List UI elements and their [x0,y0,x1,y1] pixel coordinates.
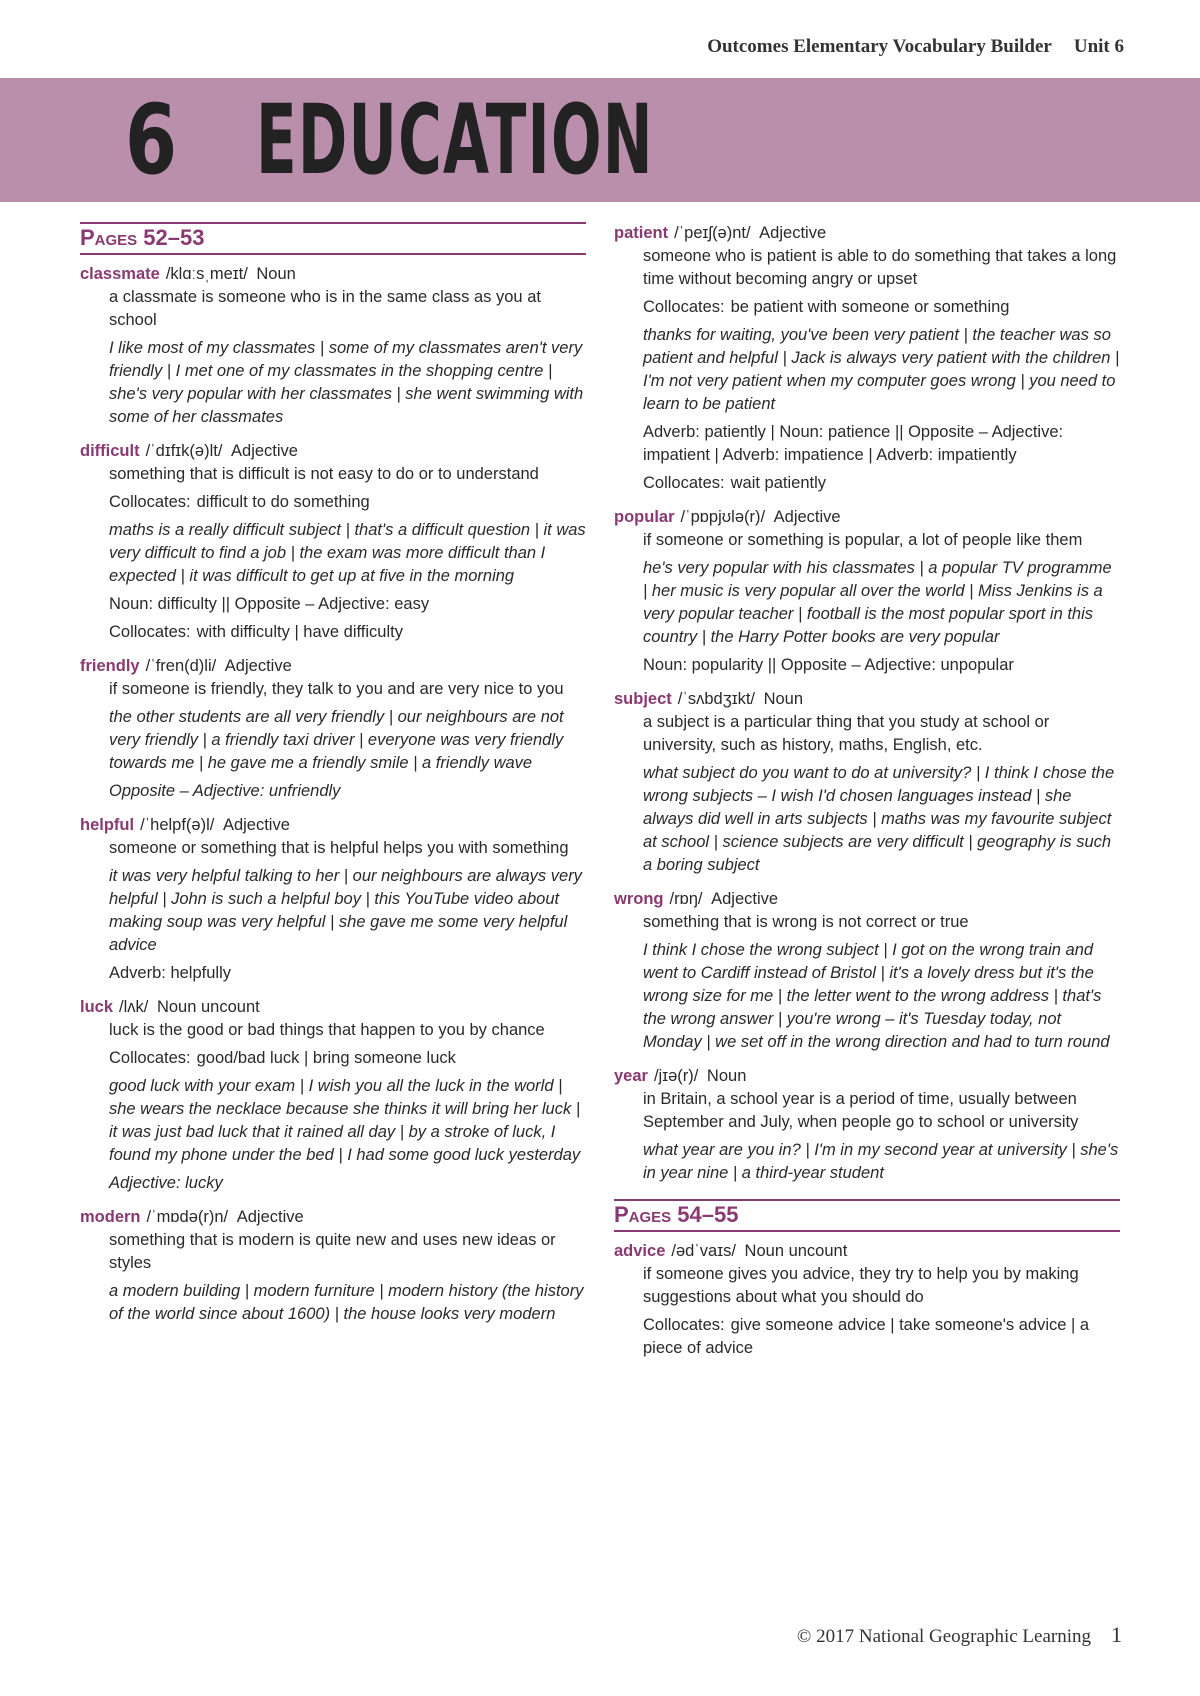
collocates-label: Collocates: [109,623,191,641]
definition: something that is difficult is not easy to do or to understand [109,465,539,483]
page-footer [797,1622,1122,1648]
pronunciation: /ˈpeɪʃ(ə)nt/ [674,224,751,242]
headword-line [614,888,1120,911]
definition: someone or something that is helpful helps you with something [109,839,569,857]
definition: someone who is patient is able to do something that takes a long time without becoming angry or upset [643,247,1117,288]
headword: classmate [80,265,160,283]
entry-patient [614,222,1120,495]
related-forms: Noun: popularity || Opposite – Adjective: unpopular [643,656,1014,674]
part-of-speech: Noun uncount [156,998,260,1016]
headword: wrong [614,890,664,908]
part-of-speech: Adjective [224,657,292,675]
pronunciation: /ˈsʌbdʒɪkt/ [677,690,755,708]
part-of-speech: Noun [256,265,296,283]
unit-number: 6 [125,84,178,196]
collocates-label: Collocates: [643,474,725,492]
pronunciation: /ˈpɒpjʊlə(r)/ [680,508,766,526]
headword-line [80,655,586,678]
headword-line [614,1240,1120,1263]
headword-line [80,1206,586,1229]
definition: a subject is a particular thing that you study at school or university, such as history, maths, English, etc. [643,713,1050,754]
headword-line [80,996,586,1019]
headword-line [614,506,1120,529]
book-title: Outcomes Elementary Vocabulary Builder [707,36,1052,57]
examples: the other students are all very friendly | our neighbours are not very friendly | a friendly taxi driver | everyone was very friendly towards me | he gave me a friendly smile | a friendly wave [109,708,564,772]
page-number: 1 [1111,1622,1122,1647]
definition: if someone is friendly, they talk to you and are very nice to you [109,680,564,698]
unit-banner [0,78,1200,202]
part-of-speech: Adjective [711,890,779,908]
collocates [109,491,586,514]
entry-subject [614,688,1120,877]
entry-advice [614,1240,1120,1360]
definition: something that is wrong is not correct or true [643,913,969,931]
examples: he's very popular with his classmates | a popular TV programme | her music is very popular all over the world | Miss Jenkins is a very popular teacher | football is the most popular sport in this country | the Harry Potter books are very popular [643,559,1112,646]
pronunciation: /ədˈvaɪs/ [671,1242,736,1260]
section-heading: Pages 54–55 [614,1199,1120,1232]
collocates-text: difficult to do something [196,493,370,511]
entry-luck [80,996,586,1195]
collocates [643,296,1120,319]
definition: something that is modern is quite new and uses new ideas or styles [109,1231,556,1272]
part-of-speech: Adjective [759,224,827,242]
entry-wrong [614,888,1120,1054]
part-of-speech: Noun uncount [744,1242,848,1260]
left-column [80,222,586,1337]
collocates-text: good/bad luck | bring someone luck [196,1049,456,1067]
collocates-label: Collocates: [109,493,191,511]
examples: what subject do you want to do at university? | I think I chose the wrong subjects – I wish I'd chosen languages instead | she always did well in arts subjects | maths was my favourite subject at school | science subjects are very difficult | geography is such a boring subject [643,764,1115,874]
collocates-text: wait patiently [730,474,827,492]
related-forms: Opposite – Adjective: unfriendly [109,782,341,800]
related-forms: Adjective: lucky [109,1174,223,1192]
unit-title: EDUCATION [256,84,654,196]
examples: I like most of my classmates | some of my classmates aren't very friendly | I met one of my classmates in the shopping centre | she's very popular with her classmates | she went swimming with some of her classmates [109,339,584,426]
collocates [109,1047,586,1070]
collocates-label: Collocates: [109,1049,191,1067]
pronunciation: /ˈmɒdə(r)n/ [146,1208,229,1226]
definition: a classmate is someone who is in the same class as you at school [109,288,541,329]
definition: if someone gives you advice, they try to help you by making suggestions about what you should do [643,1265,1079,1306]
entry-helpful [80,814,586,985]
collocates-text: give someone advice | take someone's advice | a piece of advice [643,1316,1090,1357]
pronunciation: /ˈfren(d)li/ [145,657,217,675]
part-of-speech: Noun [706,1067,747,1085]
headword: modern [80,1208,141,1226]
headword-line [614,222,1120,245]
headword-line [80,263,586,286]
headword: advice [614,1242,666,1260]
copyright: © 2017 National Geographic Learning [796,1626,1091,1647]
collocates-text: be patient with someone or something [730,298,1010,316]
entry-popular [614,506,1120,677]
headword: year [614,1067,648,1085]
examples: what year are you in? | I'm in my second year at university | she's in year nine | a third-year student [643,1141,1119,1182]
examples: maths is a really difficult subject | that's a difficult question | it was very difficult to find a job | the exam was more difficult than I expected | it was difficult to get up at five in the morning [109,521,586,585]
related-forms: Noun: difficulty || Opposite – Adjective: easy [109,595,430,613]
related-forms: Adverb: helpfully [109,964,231,982]
examples: good luck with your exam | I wish you all the luck in the world | she wears the necklace because she thinks it will bring her luck | it was just bad luck that it rained all day | by a stroke of luck, I found my phone under the bed | I had some good luck yesterday [109,1077,581,1164]
collocates [643,472,1120,495]
part-of-speech: Adjective [222,816,290,834]
pronunciation: /ˈdɪfɪk(ə)lt/ [145,442,223,460]
entry-classmate [80,263,586,429]
definition: if someone or something is popular, a lot of people like them [643,531,1083,549]
pronunciation: /jɪə(r)/ [653,1067,699,1085]
definition: in Britain, a school year is a period of time, usually between September and July, when people go to school or university [643,1090,1079,1131]
right-column [614,222,1120,1371]
pronunciation: /ˈhelpf(ə)l/ [140,816,215,834]
headword: subject [614,690,672,708]
headword: helpful [80,816,135,834]
headword: patient [614,224,669,242]
examples: it was very helpful talking to her | our neighbours are always very helpful | John is such a helpful boy | this YouTube video about making soup was very helpful | she gave me some very helpful advice [109,867,582,954]
unit-label: Unit 6 [1073,36,1124,57]
examples: a modern building | modern furniture | modern history (the history of the world since about 1600) | the house looks very modern [109,1282,584,1323]
examples: thanks for waiting, you've been very patient | the teacher was so patient and helpful | Jack is always very patient with the children | I'm not very patient when my computer goes wrong | you need to learn to be patient [643,326,1120,413]
headword-line [614,1065,1120,1088]
pronunciation: /lʌk/ [119,998,149,1016]
entry-difficult [80,440,586,644]
definition: luck is the good or bad things that happen to you by chance [109,1021,545,1039]
part-of-speech: Adjective [773,508,841,526]
headword: friendly [80,657,140,675]
examples: I think I chose the wrong subject | I got on the wrong train and went to Cardiff instead of Bristol | it's a lovely dress but it's the wrong size for me | the letter went to the wrong address | that's the wrong answer | you're wrong – it's Tuesday today, not Monday | we set off in the wrong direction and had to turn round [643,941,1110,1051]
collocates [643,1314,1120,1360]
part-of-speech: Noun [763,690,804,708]
collocates-label: Collocates: [643,1316,725,1334]
headword-line [614,688,1120,711]
part-of-speech: Adjective [231,442,298,460]
collocates-label: Collocates: [643,298,725,316]
headword-line [80,440,586,463]
entry-friendly [80,655,586,803]
related-forms: Adverb: patiently | Noun: patience || Opposite – Adjective: impatient | Adverb: impatience | Adverb: impatiently [643,423,1064,464]
entry-modern [80,1206,586,1326]
pronunciation: /klɑːsˌmeɪt/ [165,265,248,283]
collocates [109,621,586,644]
headword: luck [80,998,114,1016]
headword-line [80,814,586,837]
running-head [707,36,1124,58]
entry-year [614,1065,1120,1185]
headword: popular [614,508,675,526]
headword: difficult [80,442,140,460]
collocates-text: with difficulty | have difficulty [196,623,403,641]
part-of-speech: Adjective [236,1208,304,1226]
pronunciation: /rɒŋ/ [669,890,703,908]
section-heading: Pages 52–53 [80,222,586,255]
